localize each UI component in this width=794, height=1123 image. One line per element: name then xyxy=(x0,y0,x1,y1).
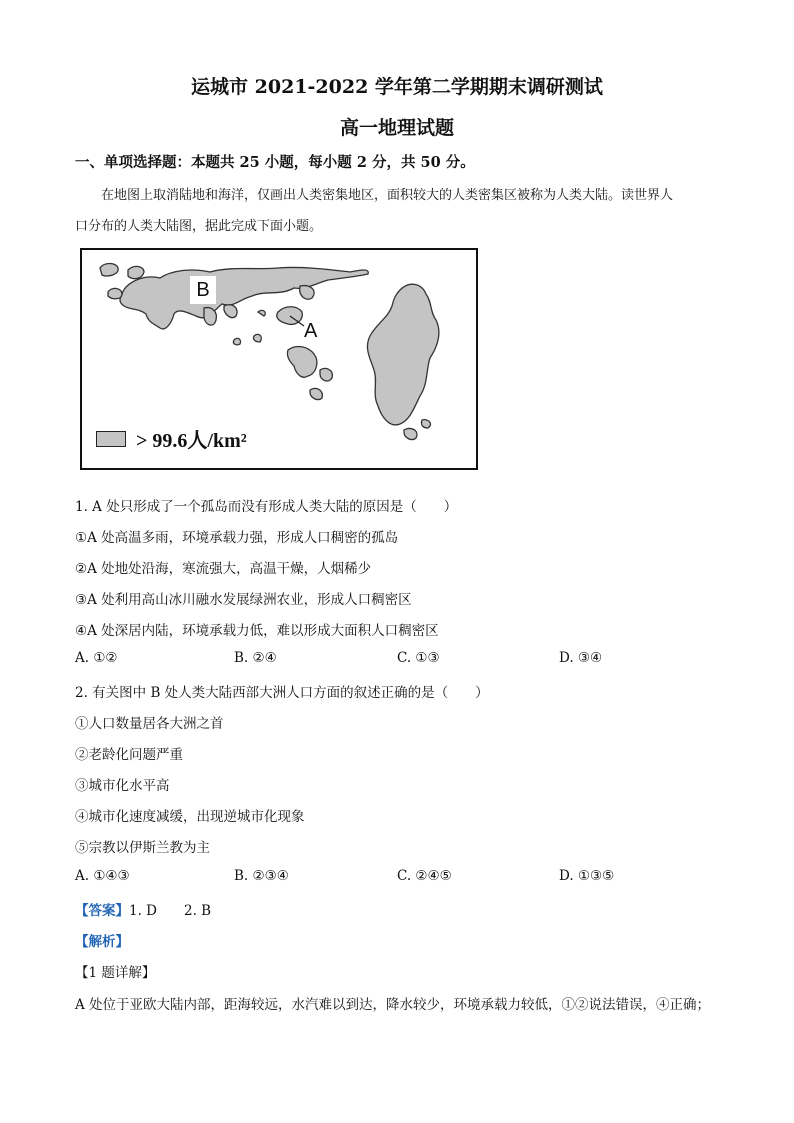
q2-item: ①人口数量居各大洲之首 xyxy=(75,716,224,732)
q1-option-a[interactable]: A. ①② xyxy=(75,650,118,666)
answer-line xyxy=(75,899,211,919)
map-region xyxy=(258,310,265,316)
map-region xyxy=(224,305,237,318)
map-region xyxy=(233,338,240,344)
answer-tag: 【答案】 xyxy=(75,903,129,919)
map-region xyxy=(100,264,118,277)
map-label-a: A xyxy=(304,320,318,342)
map-region xyxy=(204,308,216,325)
q2-item: ⑤宗教以伊斯兰教为主 xyxy=(75,840,210,856)
q1-option-d[interactable]: D. ③④ xyxy=(559,650,603,666)
map-region xyxy=(320,368,332,381)
map-region xyxy=(120,267,368,328)
map-region xyxy=(367,284,438,425)
intro-line-2: 口分布的人类大陆图，据此完成下面小题。 xyxy=(75,219,323,234)
q2-item: ④城市化速度减缓，出现逆城市化现象 xyxy=(75,809,305,825)
section-heading: 一、单项选择题：本题共 25 小题，每小题 2 分，共 50 分。 xyxy=(75,154,475,171)
q1-option-c[interactable]: C. ①③ xyxy=(397,650,440,666)
q2-stem: 2. 有关图中 B 处人类大陆西部大洲人口方面的叙述正确的是（ ） xyxy=(75,685,489,701)
legend-label: > 99.6人/km² xyxy=(136,430,247,452)
q1-item: ④A 处深居内陆，环境承载力低，难以形成大面积人口稠密区 xyxy=(75,623,439,639)
map-region xyxy=(108,288,122,298)
map-region xyxy=(404,428,417,439)
q2-option-a[interactable]: A. ①④③ xyxy=(75,868,130,884)
q2-option-b[interactable]: B. ②③④ xyxy=(234,868,289,884)
q2-item: ②老龄化问题严重 xyxy=(75,747,183,763)
map-region xyxy=(421,420,430,428)
q1-stem: 1. A 处只形成了一个孤岛而没有形成人类大陆的原因是（ ） xyxy=(75,499,458,515)
detail-heading: 【1 题详解】 xyxy=(75,965,156,981)
answer-text: 1. D 2. B xyxy=(129,903,212,919)
detail-text: A 处位于亚欧大陆内部，距海较远，水汽难以到达，降水较少，环境承载力较低，①②说法错误，④正确； xyxy=(75,997,711,1013)
analysis-tag: 【解析】 xyxy=(75,934,129,950)
page-title: 运城市 2021-2022 学年第二学期期末调研测试 xyxy=(191,76,603,98)
population-map xyxy=(80,248,478,470)
q2-option-d[interactable]: D. ①③⑤ xyxy=(559,868,615,884)
page-subtitle: 高一地理试题 xyxy=(339,117,454,139)
map-region xyxy=(128,266,144,278)
legend-swatch xyxy=(96,431,126,447)
map-region xyxy=(300,286,314,300)
q2-option-c[interactable]: C. ②④⑤ xyxy=(397,868,452,884)
intro-line-1: 在地图上取消陆地和海洋，仅画出人类密集地区，面积较大的人类密集区被称为人类大陆。读世界人 xyxy=(101,188,674,203)
q1-item: ②A 处地处沿海，寒流强大，高温干燥，人烟稀少 xyxy=(75,561,372,577)
map-region xyxy=(310,388,322,399)
q1-item: ③A 处利用高山冰川融水发展绿洲农业，形成人口稠密区 xyxy=(75,592,412,608)
map-region xyxy=(253,334,261,342)
q1-option-b[interactable]: B. ②④ xyxy=(234,650,277,666)
q2-item: ③城市化水平高 xyxy=(75,778,170,794)
map-region xyxy=(287,347,316,378)
map-label-b: B xyxy=(190,276,216,304)
q1-item: ①A 处高温多雨，环境承载力强，形成人口稠密的孤岛 xyxy=(75,530,399,546)
